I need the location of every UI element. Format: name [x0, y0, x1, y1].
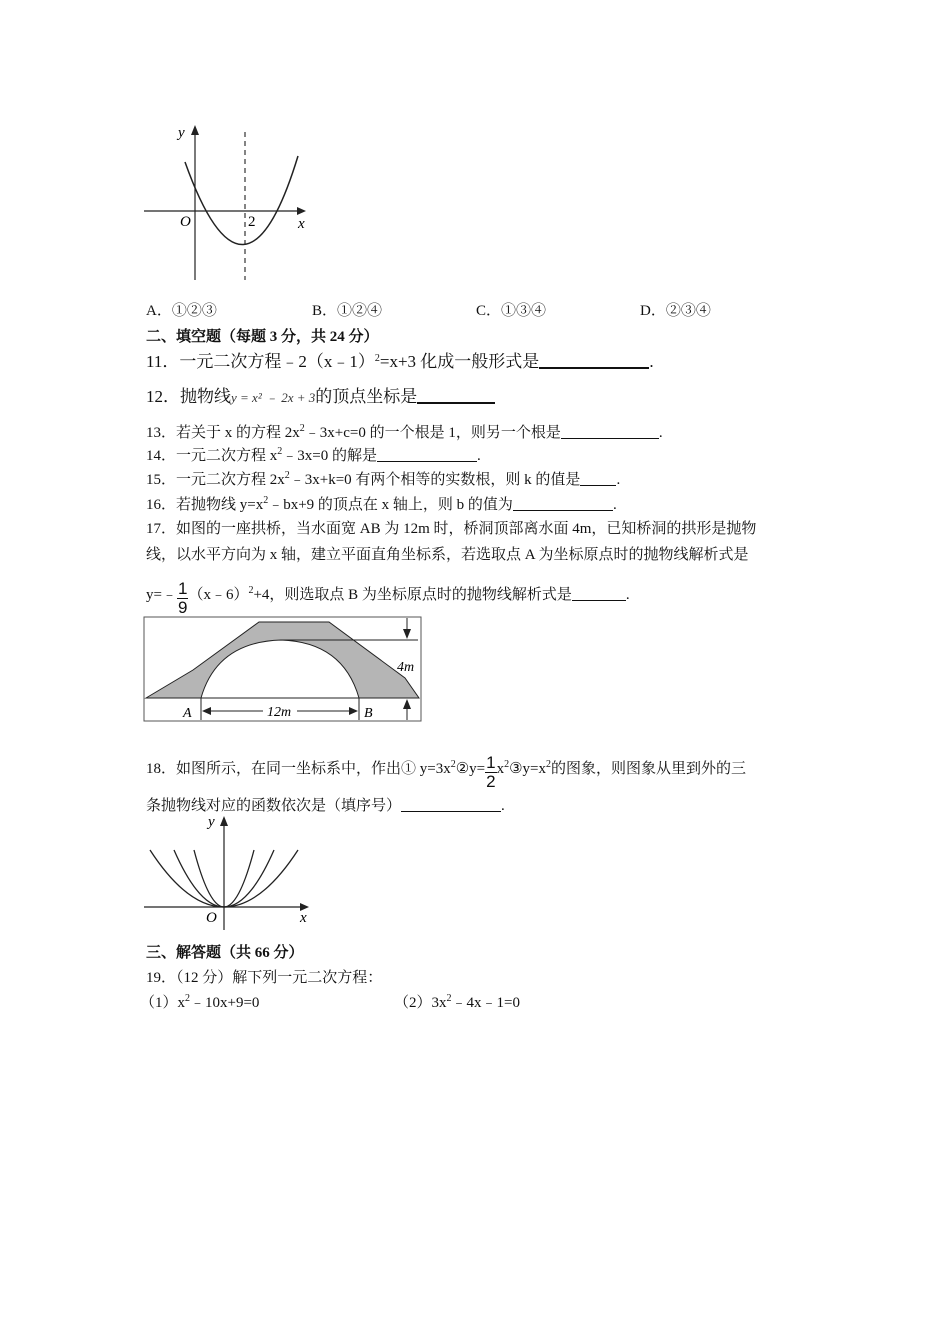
q13-text-a: 13．若关于 x 的方程 2x	[146, 425, 300, 441]
height-arrow-bottom	[403, 699, 411, 709]
y-axis-label: y	[208, 814, 215, 830]
q16-text-b: ﹣bx+9 的顶点在 x 轴上，则 b 的值为	[268, 497, 513, 513]
q17-sup: 2	[248, 585, 254, 596]
height-arrow-top	[403, 629, 411, 639]
q12-text-a: 12．抛物线	[146, 387, 231, 406]
q17-end: .	[625, 587, 630, 603]
q15-sup: 2	[284, 470, 290, 481]
question-18-line-1	[146, 754, 746, 791]
q17-fraction	[177, 580, 188, 617]
q13-blank[interactable]	[561, 423, 659, 439]
q17-blank[interactable]	[572, 585, 626, 601]
section-heading-answers: 三、解答题（共 66 分）	[146, 945, 304, 961]
q11-text-a: 11．一元二次方程﹣2（x﹣1）	[146, 352, 375, 371]
width-arrow-right	[349, 707, 358, 715]
question-19-part-2	[394, 993, 520, 1013]
three-parabolas-figure	[140, 810, 320, 935]
q18-line-2-text: 条抛物线对应的函数依次是（填序号）	[146, 798, 402, 814]
x-axis-arrow	[297, 207, 306, 215]
q19-p2-sup: 2	[446, 993, 452, 1004]
width-arrow-left	[202, 707, 211, 715]
y-axis-arrow	[191, 125, 199, 135]
q12-blank[interactable]	[417, 387, 495, 404]
bridge-body	[146, 622, 419, 698]
q19-p1-sup: 2	[185, 993, 191, 1004]
q17-text-b: （x﹣6）	[188, 587, 249, 603]
q18-text-c: x	[496, 761, 505, 777]
y-axis-label: y	[178, 125, 185, 141]
point-b-label: B	[364, 706, 373, 721]
question-19-part-1	[140, 993, 259, 1013]
question-14	[146, 446, 481, 466]
q16-sup: 2	[263, 495, 269, 506]
question-13	[146, 423, 663, 443]
q14-blank[interactable]	[377, 446, 477, 462]
parabola-figure	[140, 120, 320, 285]
q17-frac-num: 1	[177, 579, 188, 598]
q16-blank[interactable]	[513, 495, 613, 511]
q13-sup: 2	[299, 423, 305, 434]
q18-blank[interactable]	[401, 796, 501, 812]
q14-text-b: ﹣3x=0 的解是	[282, 448, 377, 464]
q14-sup: 2	[277, 446, 283, 457]
option-b: B．①②④	[312, 303, 383, 319]
question-12	[146, 386, 495, 409]
width-label: 12m	[267, 705, 292, 720]
point-a-label: A	[183, 706, 192, 721]
tick-label-2: 2	[248, 214, 256, 230]
question-16	[146, 495, 617, 515]
q18-end: .	[501, 798, 505, 814]
q18-text-a: 18．如图所示，在同一坐标系中，作出① y=3x	[146, 761, 451, 777]
q19-p1-text-a: （1）x	[140, 995, 186, 1011]
x-axis-label: x	[300, 910, 307, 926]
option-d: D．②③④	[640, 303, 711, 319]
option-a: A．①②③	[146, 303, 217, 319]
q18-fraction	[485, 754, 496, 791]
question-17-line-3	[146, 580, 630, 617]
q18-frac-num: 1	[486, 753, 496, 772]
q12-text-b: 的顶点坐标是	[315, 387, 418, 406]
question-17-line-1: 17．如图的一座拱桥，当水面宽 AB 为 12m 时，桥洞顶部离水面 4m，已知桥洞的拱形是抛物	[146, 521, 757, 537]
q19-p1-text-b: ﹣10x+9=0	[190, 995, 260, 1011]
option-c: C．①③④	[476, 303, 547, 319]
q18-text-d: ③y=x	[509, 761, 547, 777]
q18-text-e: 的图象，则图象从里到外的三	[551, 761, 747, 777]
section-heading-fill-in: 二、填空题（每题 3 分，共 24 分）	[146, 329, 379, 345]
q11-end: .	[649, 352, 654, 371]
q15-text-a: 15．一元二次方程 2x	[146, 472, 285, 488]
q17-frac-den: 9	[177, 598, 188, 617]
q19-p2-text-a: （2）3x	[394, 995, 447, 1011]
q18-sup-2: 2	[504, 759, 510, 770]
q15-end: .	[616, 472, 621, 488]
q15-blank[interactable]	[580, 470, 616, 486]
q11-text-b: =x+3 化成一般形式是	[379, 352, 540, 371]
origin-label: O	[180, 214, 191, 230]
q13-text-b: ﹣3x+c=0 的一个根是 1，则另一个根是	[304, 425, 561, 441]
q18-text-b: ②y=	[455, 761, 486, 777]
q17-text-c: +4，则选取点 B 为坐标原点时的抛物线解析式是	[253, 587, 572, 603]
arch-bridge-figure	[143, 616, 423, 724]
q16-end: .	[612, 497, 617, 513]
q12-formula: y = x² ﹣ 2x + 3	[231, 390, 316, 405]
question-17-line-2: 线，以水平方向为 x 轴，建立平面直角坐标系，若选取点 A 为坐标原点时的抛物线解析式是	[146, 547, 749, 563]
q19-p2-text-b: ﹣4x﹣1=0	[451, 995, 520, 1011]
q14-text-a: 14．一元二次方程 x	[146, 448, 278, 464]
x-axis-label: x	[298, 216, 305, 232]
q18-sup-3: 2	[546, 759, 552, 770]
height-label: 4m	[397, 660, 415, 675]
q11-blank[interactable]	[539, 352, 649, 369]
y-axis-arrow	[220, 816, 228, 826]
q17-text-a: y=﹣	[146, 587, 177, 603]
question-19-title: 19．（12 分）解下列一元二次方程：	[146, 970, 383, 986]
q16-text-a: 16．若抛物线 y=x	[146, 497, 264, 513]
question-15	[146, 470, 620, 490]
q13-end: .	[658, 425, 663, 441]
origin-label: O	[206, 910, 217, 926]
question-11	[146, 351, 654, 373]
q18-frac-den: 2	[486, 772, 496, 791]
parabola-curve	[185, 156, 298, 245]
q11-sup: 2	[374, 353, 380, 364]
q15-text-b: ﹣3x+k=0 有两个相等的实数根，则 k 的值是	[289, 472, 581, 488]
q18-sup-1: 2	[450, 759, 456, 770]
q14-end: .	[476, 448, 481, 464]
